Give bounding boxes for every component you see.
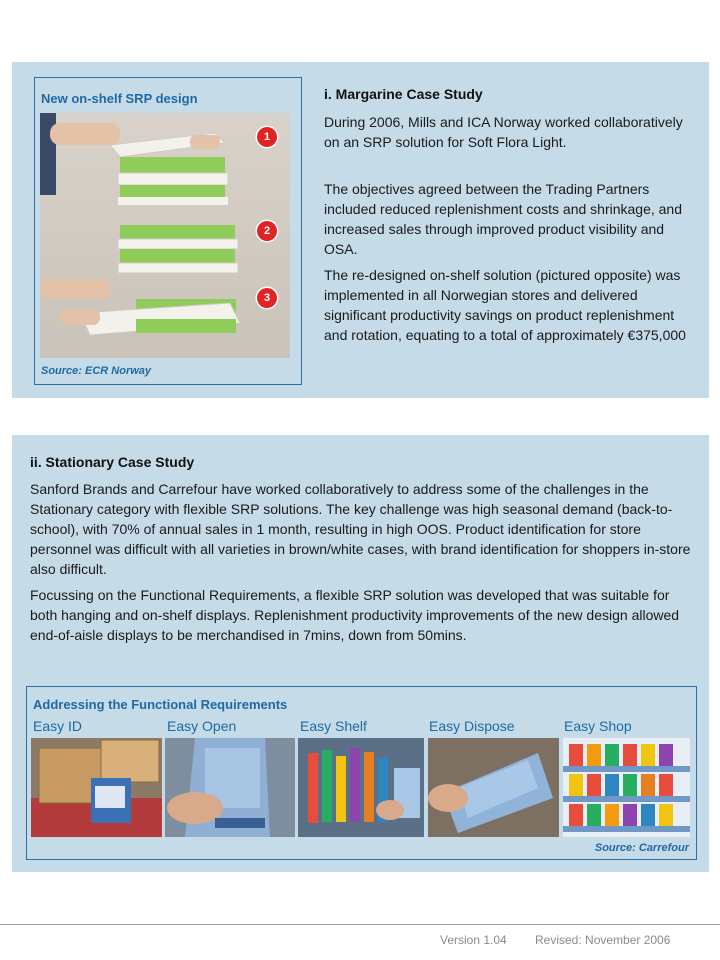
footer-divider	[0, 924, 720, 925]
stationary-case-panel	[12, 435, 709, 872]
step-marker-2: 2	[257, 221, 277, 241]
requirement-label-easy-shelf: Easy Shelf	[300, 718, 367, 734]
requirement-label-easy-id: Easy ID	[33, 718, 83, 734]
easy-open-photo	[165, 738, 295, 837]
easy-id-illustration	[31, 738, 162, 837]
margarine-paragraph-3: The re-designed on-shelf solution (pictured opposite) was implemented in all Norwegian stores and delivered significant productivity savings on product replenishment and rotation, equating to a total of approximately €375,000	[324, 267, 686, 343]
srp-steps-illustration	[40, 113, 290, 358]
footer-version: Version 1.04	[440, 933, 507, 947]
easy-shop-illustration	[563, 738, 690, 837]
requirement-label-easy-shop: Easy Shop	[564, 718, 632, 734]
requirement-label-easy-dispose: Easy Dispose	[429, 718, 515, 734]
step-marker-3: 3	[257, 288, 277, 308]
easy-shelf-photo	[298, 738, 424, 837]
requirement-label-easy-open: Easy Open	[167, 718, 237, 734]
srp-design-image-box	[34, 77, 302, 385]
functional-requirements-box	[26, 686, 697, 860]
requirements-source: Source: Carrefour	[594, 842, 689, 854]
easy-dispose-photo	[428, 738, 559, 837]
easy-shop-photo	[563, 738, 690, 837]
footer-revised: Revised: November 2006	[535, 933, 671, 947]
margarine-paragraph-2: The objectives agreed between the Trading Partners included reduced replenishment costs and shrinkage, and increased sales through improved product visibility and OSA.	[324, 181, 683, 257]
easy-open-illustration	[165, 738, 295, 837]
easy-id-photo	[31, 738, 162, 837]
stationary-paragraph-2: Focussing on the Functional Requirements, a flexible SRP solution was developed that was suitable for both hanging and on-shelf displays. Replenishment productivity improvements of the new design allowed end-of-aisle displays to be merchandised in 7mins, down from 50mins.	[30, 587, 680, 643]
easy-shelf-illustration	[298, 738, 424, 837]
stationary-paragraph-1: Sanford Brands and Carrefour have worked collaboratively to address some of the challenges in the Stationary category with flexible SRP solutions. The key challenge was high seasonal demand (back-to-school), with 70% of annual sales in 1 month, resulting in high OOS. Product identification for store personnel was difficult with all varieties in brown/white cases, with brand identification for shoppers in-store also difficult.	[30, 481, 691, 577]
requirements-title: Addressing the Functional Requirements	[33, 697, 288, 712]
image-source: Source: ECR Norway	[41, 365, 152, 377]
step-marker-1: 1	[257, 127, 277, 147]
srp-steps-photo	[40, 113, 290, 358]
margarine-heading: i. Margarine Case Study	[324, 86, 483, 102]
margarine-paragraph-1: During 2006, Mills and ICA Norway worked collaboratively on an SRP solution for Soft Flora Light.	[324, 114, 683, 150]
easy-dispose-illustration	[428, 738, 559, 837]
image-box-title: New on-shelf SRP design	[41, 91, 198, 106]
margarine-case-panel	[12, 62, 709, 398]
stationary-heading: ii. Stationary Case Study	[30, 454, 195, 470]
